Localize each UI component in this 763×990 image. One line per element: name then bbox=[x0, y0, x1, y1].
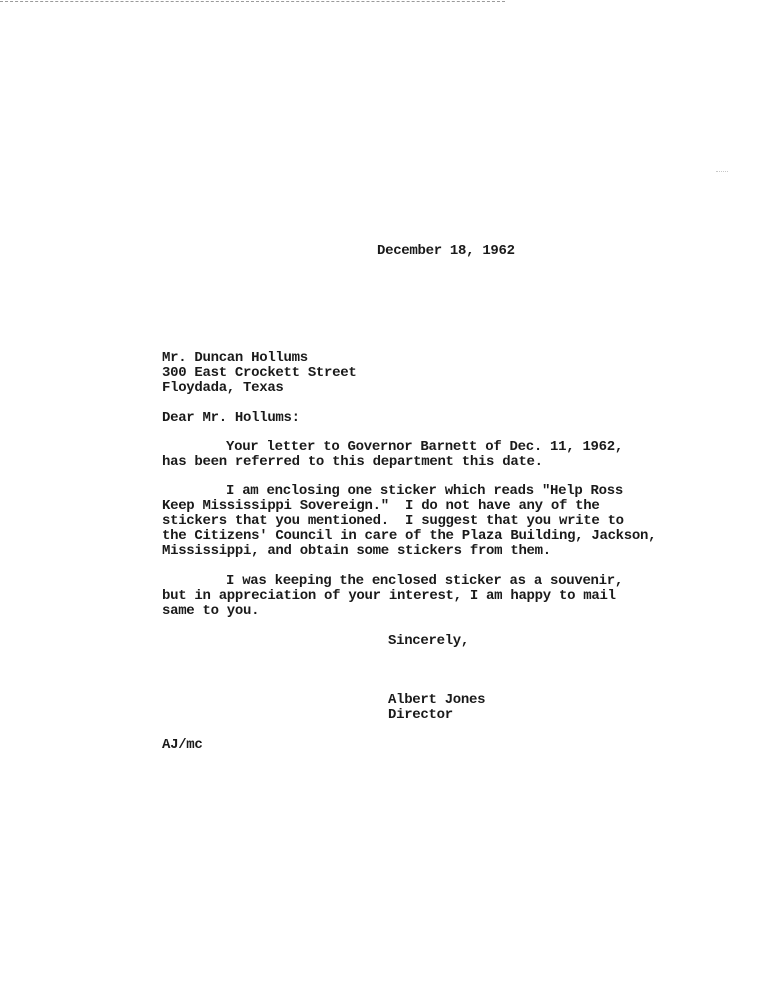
signature-title: Director bbox=[388, 707, 453, 723]
paragraph-2-line-3: stickers that you mentioned. I suggest that you write to bbox=[162, 513, 624, 529]
paragraph-2-line-1: I am enclosing one sticker which reads "Help Ross bbox=[226, 483, 623, 499]
paragraph-3-line-1: I was keeping the enclosed sticker as a souvenir, bbox=[226, 573, 623, 589]
letter-date: December 18, 1962 bbox=[377, 243, 515, 259]
signature-name: Albert Jones bbox=[388, 692, 486, 708]
closing: Sincerely, bbox=[388, 633, 470, 649]
recipient-name: Mr. Duncan Hollums bbox=[162, 350, 308, 366]
paragraph-3-line-2: but in appreciation of your interest, I am happy to mail bbox=[162, 588, 616, 604]
reference-initials: AJ/mc bbox=[162, 737, 203, 753]
paragraph-1-line-1: Your letter to Governor Barnett of Dec. 11, 1962, bbox=[226, 439, 623, 455]
paragraph-2-line-2: Keep Mississippi Sovereign." I do not have any of the bbox=[162, 498, 600, 514]
paragraph-1-line-2: has been referred to this department this date. bbox=[162, 454, 543, 470]
recipient-city: Floydada, Texas bbox=[162, 380, 284, 396]
paragraph-2-line-4: the Citizens' Council in care of the Plaza Building, Jackson, bbox=[162, 528, 657, 544]
recipient-street: 300 East Crockett Street bbox=[162, 365, 357, 381]
paragraph-3-line-3: same to you. bbox=[162, 603, 260, 619]
salutation: Dear Mr. Hollums: bbox=[162, 410, 300, 426]
paragraph-2-line-5: Mississippi, and obtain some stickers from them. bbox=[162, 543, 551, 559]
